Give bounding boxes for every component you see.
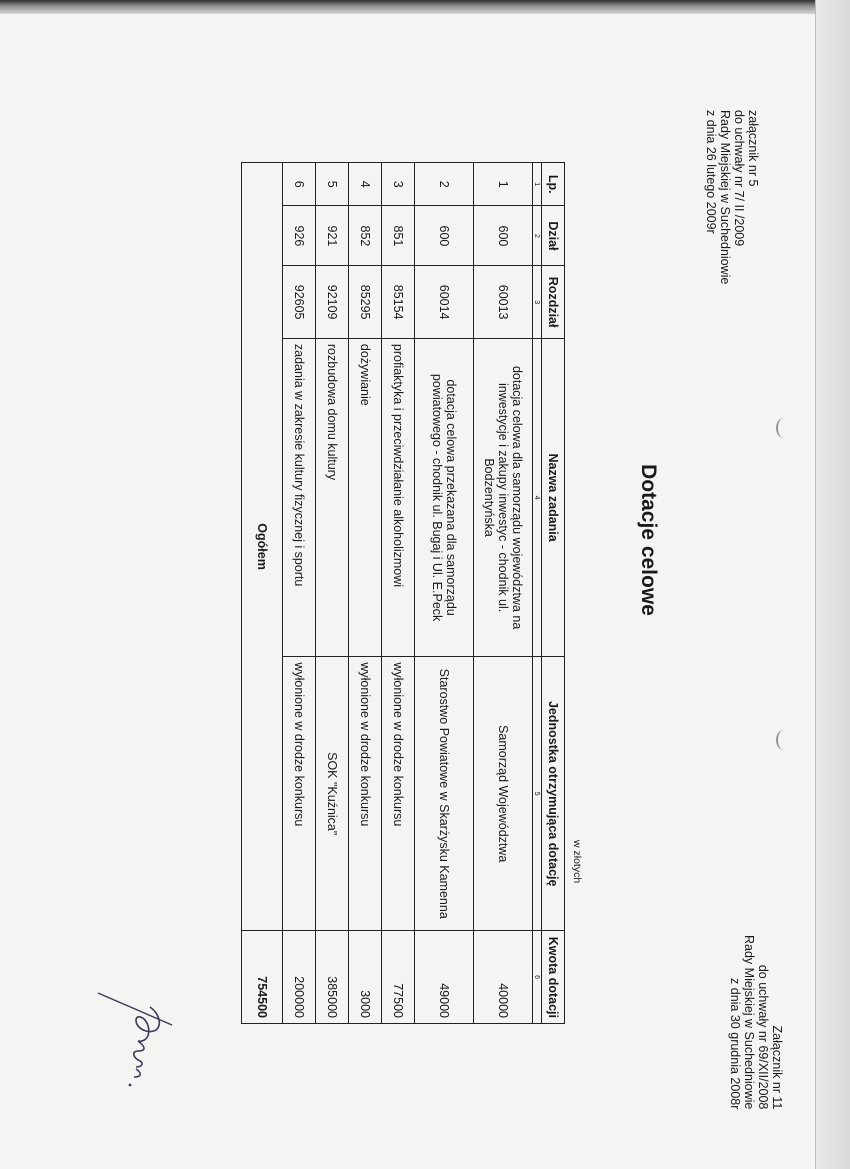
column-number: 4 (533, 338, 542, 656)
cell-rozdzial: 92109 (316, 266, 349, 339)
cell-rozdzial: 60014 (415, 266, 474, 339)
page-title: Dotacje celowe (637, 464, 660, 616)
note-right-line: z dnia 30 grudnia 2008r (728, 978, 742, 1110)
cell-dzial: 921 (316, 206, 349, 266)
attachment-note-left (704, 110, 760, 284)
header-nazwa: Nazwa zadania (542, 338, 565, 656)
cell-kwota: 49000 (415, 931, 474, 1024)
cell-dzial: 851 (382, 206, 415, 266)
cell-dzial: 926 (283, 206, 316, 266)
subsidy-table (241, 162, 565, 1024)
note-right-line: do uchwały nr 69/XII/2008 (756, 964, 770, 1110)
header-kwota: Kwota dotacji (542, 931, 565, 1024)
table-row (474, 163, 533, 1024)
header-lp: Lp. (542, 163, 565, 206)
cell-lp: 6 (283, 163, 316, 206)
cell-lp: 3 (382, 163, 415, 206)
column-number: 5 (533, 657, 542, 931)
cell-kwota: 385000 (316, 931, 349, 1024)
cell-kwota: 40000 (474, 931, 533, 1024)
column-number: 6 (533, 931, 542, 1024)
cell-dzial: 600 (415, 206, 474, 266)
cell-lp: 5 (316, 163, 349, 206)
table-row (415, 163, 474, 1024)
attachment-note-right (728, 935, 784, 1109)
table-row (382, 163, 415, 1024)
total-label: Ogółem (242, 163, 283, 931)
cell-rozdzial: 92605 (283, 266, 316, 339)
note-left-line: z dnia 26 lutego 2009r (704, 110, 718, 234)
total-row (242, 163, 283, 1024)
note-left-line: do uchwały nr 7/ II /2009 (732, 110, 746, 247)
header-jednostka: Jednostka otrzymująca dotację (542, 657, 565, 931)
table-header-row (542, 163, 565, 1024)
table-row (316, 163, 349, 1024)
cell-jednostka: wyłonione w drodze konkursu (382, 657, 415, 931)
header-dzial: Dział (542, 206, 565, 266)
handwritten-signature-icon (90, 985, 190, 1105)
column-number: 3 (533, 266, 542, 339)
cell-lp: 1 (474, 163, 533, 206)
column-number: 1 (533, 163, 542, 206)
cell-rozdzial: 60013 (474, 266, 533, 339)
cell-jednostka: Starostwo Powiatowe w Skarżysku Kamenna (415, 657, 474, 931)
cell-lp: 4 (349, 163, 382, 206)
table-row (349, 163, 382, 1024)
cell-nazwa: dożywianie (349, 338, 382, 656)
cell-dzial: 600 (474, 206, 533, 266)
column-number: 2 (533, 206, 542, 266)
header-rozdzial: Rozdział (542, 266, 565, 339)
table-row (283, 163, 316, 1024)
cell-nazwa: rozbudowa domu kultury (316, 338, 349, 656)
cell-jednostka: wyłonione w drodze konkursu (283, 657, 316, 931)
column-number-row (533, 163, 542, 1024)
cell-nazwa: dotacja celowa przekazana dla samorządu powiatowego - chodnik ul. Bugaj i Ul. E.Peck (415, 338, 474, 656)
total-value: 754500 (242, 931, 283, 1024)
note-right-line: Załącznik nr 11 (770, 1025, 784, 1110)
cell-kwota: 3000 (349, 931, 382, 1024)
cell-dzial: 852 (349, 206, 382, 266)
cell-jednostka: Samorząd Województwa (474, 657, 533, 931)
cell-nazwa: dotacja celowa dla samorządu województwa na inwestycje i zakupy inwestyc - chodnik ul. Bodzentyńska (474, 338, 533, 656)
cell-kwota: 200000 (283, 931, 316, 1024)
note-right-line: Rady Miejskiej w Suchedniowie (742, 935, 756, 1110)
cell-jednostka: wyłonione w drodze konkursu (349, 657, 382, 931)
cell-lp: 2 (415, 163, 474, 206)
cell-jednostka: SOK "Kuźnica" (316, 657, 349, 931)
note-left-line: Rady Miejskiej w Suchedniowie (718, 110, 732, 285)
cell-nazwa: profiaktyka i przeciwdziałanie alkoholizmowi (382, 338, 415, 656)
note-left-line: załącznik nr 5 (746, 110, 760, 187)
unit-label: w złotych (571, 840, 583, 884)
cell-nazwa: zadania w zakresie kultury fizycznej i sportu (283, 338, 316, 656)
cell-rozdzial: 85154 (382, 266, 415, 339)
cell-kwota: 77500 (382, 931, 415, 1024)
cell-rozdzial: 85295 (349, 266, 382, 339)
